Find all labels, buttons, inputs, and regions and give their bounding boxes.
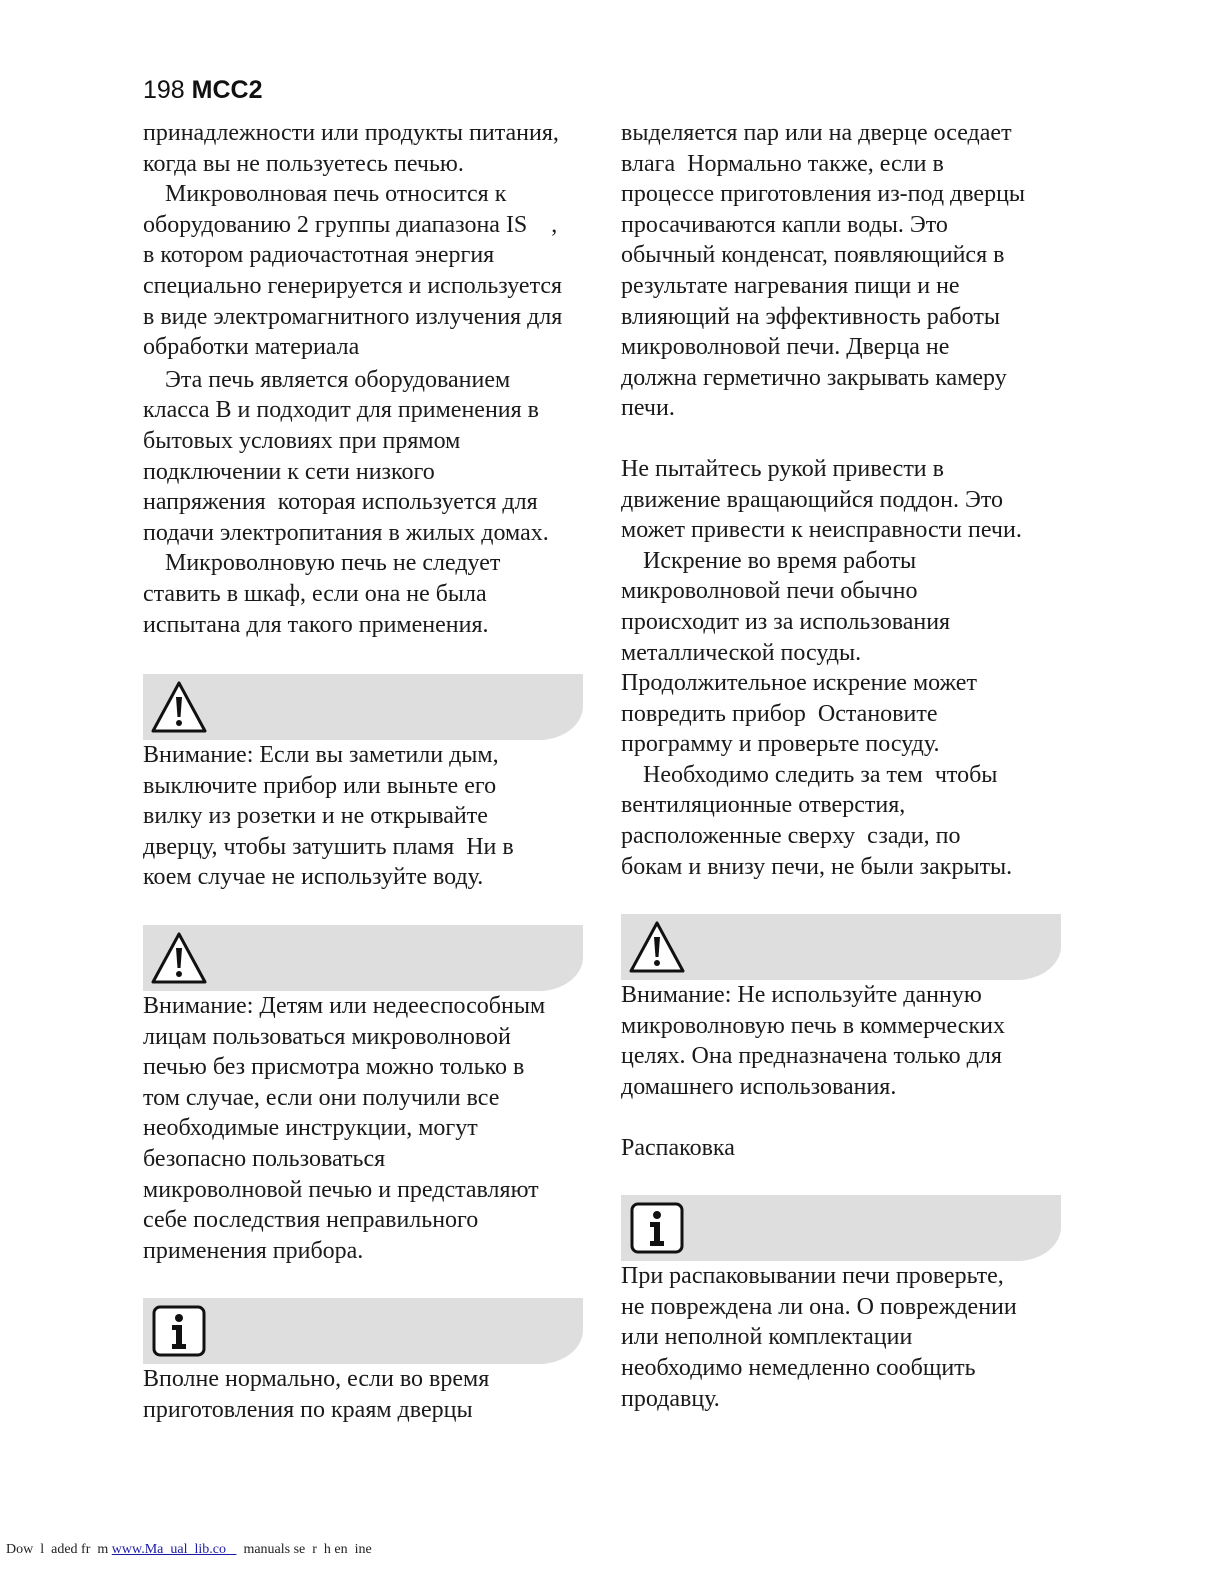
page-header [143, 74, 263, 106]
paragraph: Не пытайтесь рукой привести в движение вращающийся поддон. Это может привести к неисправности печи. [621, 455, 1022, 544]
paragraph: Микроволновая печь относится к оборудованию 2 группы диапазона IS , в котором радиочастотная энергия специально генерируется и используется в виде электромагнитного излучения для обработки материала [143, 181, 563, 361]
left-column [143, 118, 593, 1426]
warning-text: Внимание: Если вы заметили дым, выключите прибор или выньте его вилку из розетки и не открывайте дверцу, чтобы затушить пламя Ни в коем случае не используйте воду. [143, 742, 514, 891]
warning-text: Внимание: Детям или недееспособным лицам пользоваться микроволновой печью без присмотра можно только в том случае, если они получили все необходимые инструкции, могут безопасно пользоваться микроволновой печью и представляют себе последствия неправильного применения прибора. [143, 993, 546, 1264]
download-footer: Dow l aded fr m www.Ma ual lib.co manuals se r h en ine [6, 1542, 372, 1557]
paragraph: выделяется пар или на дверце оседает влага Нормально также, если в процессе приготовления из-под дверцы просачиваются капли воды. Это обычный конденсат, появляющийся в результате нагревания пищи и не влияющий на эффективность работы микроволновой печи. Дверца не должна герметично закрывать камеру печи. [621, 120, 1026, 422]
warning-icon [627, 919, 687, 975]
right-column [621, 118, 1071, 1414]
info-banner [143, 1298, 583, 1364]
info-icon [151, 1304, 207, 1358]
paragraph: Эта печь является оборудованием класса В и подходит для применения в бытовых условиях при прямом подключении к сети низкого напряжения которая используется для подачи электропитания в жилых домах. [143, 366, 549, 546]
paragraph: Необходимо следить за тем чтобы вентиляционные отверстия, расположенные сверху сзади, по бокам и внизу печи, не были закрыты. [621, 761, 1013, 880]
warning-text: Внимание: Не используйте данную микроволновую печь в коммерческих целях. Она предназначена только для домашнего использования. [621, 982, 1005, 1101]
warning-banner [621, 914, 1061, 980]
paragraph: Искрение во время работы микроволновой печи обычно происходит из за использования металлической посуды. Продолжительное искрение может повредить прибор Остановите программу и проверьте посуду. [621, 547, 977, 758]
source-link[interactable]: www.Ma ual lib.co [111, 1542, 237, 1557]
info-text: При распаковывании печи проверьте, не повреждена ли она. О повреждении или неполной комплектации необходимо немедленно сообщить продавцу. [621, 1263, 1017, 1412]
warning-banner [143, 925, 583, 991]
paragraph: Микроволновую печь не следует ставить в шкаф, если она не была испытана для такого применения. [143, 550, 501, 638]
info-banner [621, 1195, 1061, 1261]
warning-icon [149, 679, 209, 735]
page-number: 198 [143, 76, 185, 104]
model-name: MCC2 [191, 76, 263, 104]
warning-banner [143, 674, 583, 740]
paragraph: принадлежности или продукты питания, когда вы не пользуетесь печью. [143, 120, 559, 177]
warning-icon [149, 930, 209, 986]
section-title: Распаковка [621, 1134, 735, 1161]
info-text: Вполне нормально, если во время приготовления по краям дверцы [143, 1366, 490, 1423]
info-icon [629, 1201, 685, 1255]
